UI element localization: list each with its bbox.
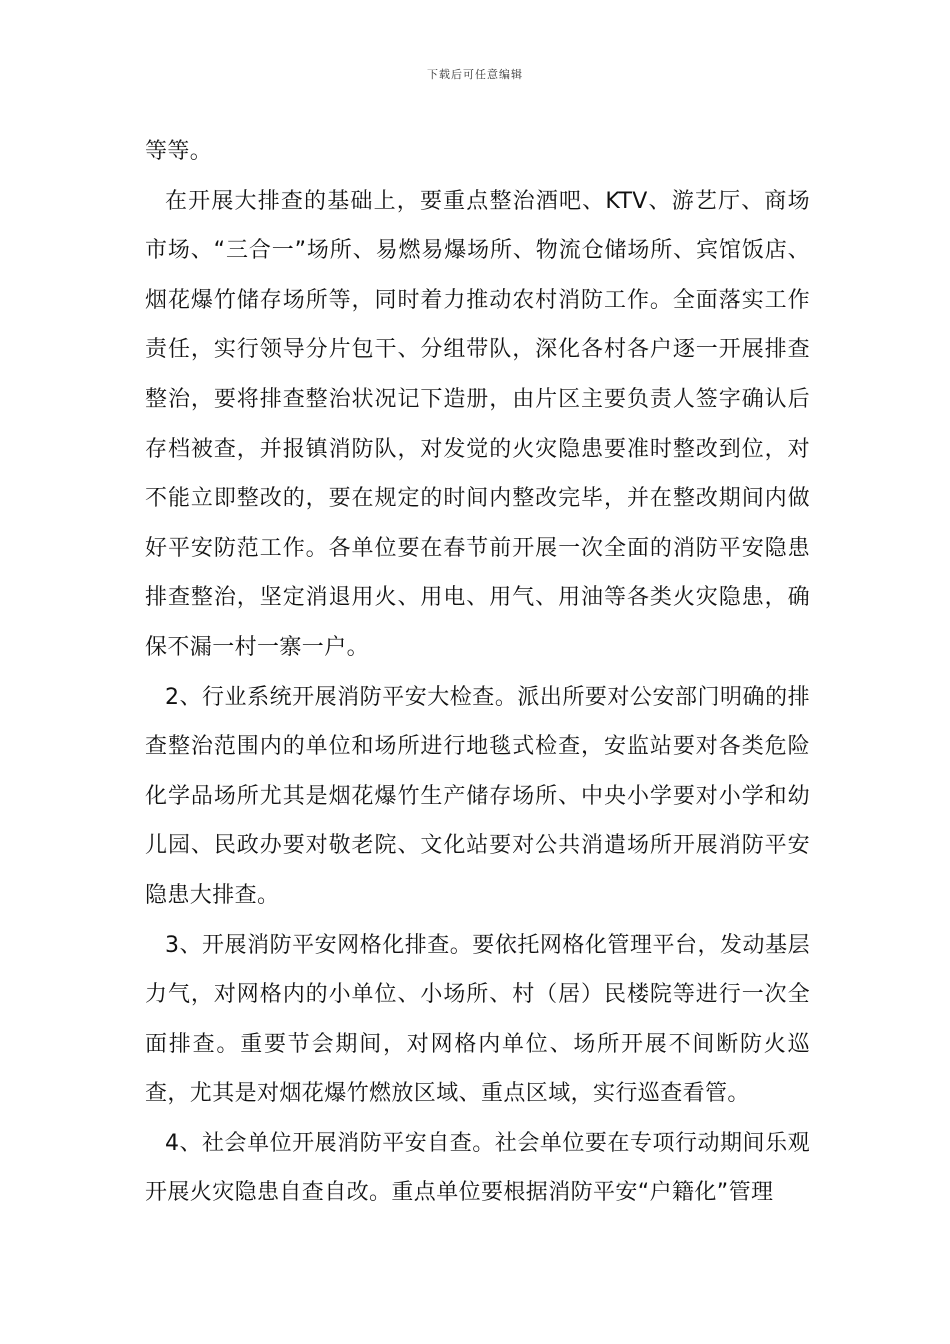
paragraph-continuation: 等等。 [145,139,213,164]
paragraph-item-3: 3、开展消防平安网格化排查。要依托网格化管理平台，发动基层力气，对网格内的小单位、小场所、村（居）民楼院等进行一次全面排查。重要节会期间，对网格内单位、场所开展不间断防火巡查，尤其是对烟花爆竹燃放区域、重点区域，实行巡查看管。 [145,932,810,1107]
paragraph-item-4: 4、社会单位开展消防平安自查。社会单位要在专项行动期间乐观开展火灾隐患自查自改。重点单位要根据消防平安“户籍化”管理 [145,1130,810,1206]
paragraph-item-2: 2、行业系统开展消防平安大检查。派出所要对公安部门明确的排查整治范围内的单位和场所进行地毯式检查，安监站要对各类危险化学品场所尤其是烟花爆竹生产储存场所、中央小学要对小学和幼儿园、民政办要对敬老院、文化站要对公共消遣场所开展消防平安隐患大排查。 [145,684,810,908]
page-header: 下载后可任意编辑 [427,68,523,81]
document-body [145,127,810,1218]
paragraph-key-rectification: 在开展大排查的基础上，要重点整治酒吧、KTV、游艺厅、商场市场、“三合一”场所、易燃易爆场所、物流仓储场所、宾馆饭店、烟花爆竹储存场所等，同时着力推动农村消防工作。全面落实工作责任，实行领导分片包干、分组带队，深化各村各户逐一开展排查整治，要将排查整治状况记下造册，由片区主要负责人签字确认后存档被查，并报镇消防队，对发觉的火灾隐患要准时整改到位，对不能立即整改的，要在规定的时间内整改完毕，并在整改期间内做好平安防范工作。各单位要在春节前开展一次全面的消防平安隐患排查整治，坚定消退用火、用电、用气、用油等各类火灾隐患，确保不漏一村一寨一户。 [145,188,810,660]
